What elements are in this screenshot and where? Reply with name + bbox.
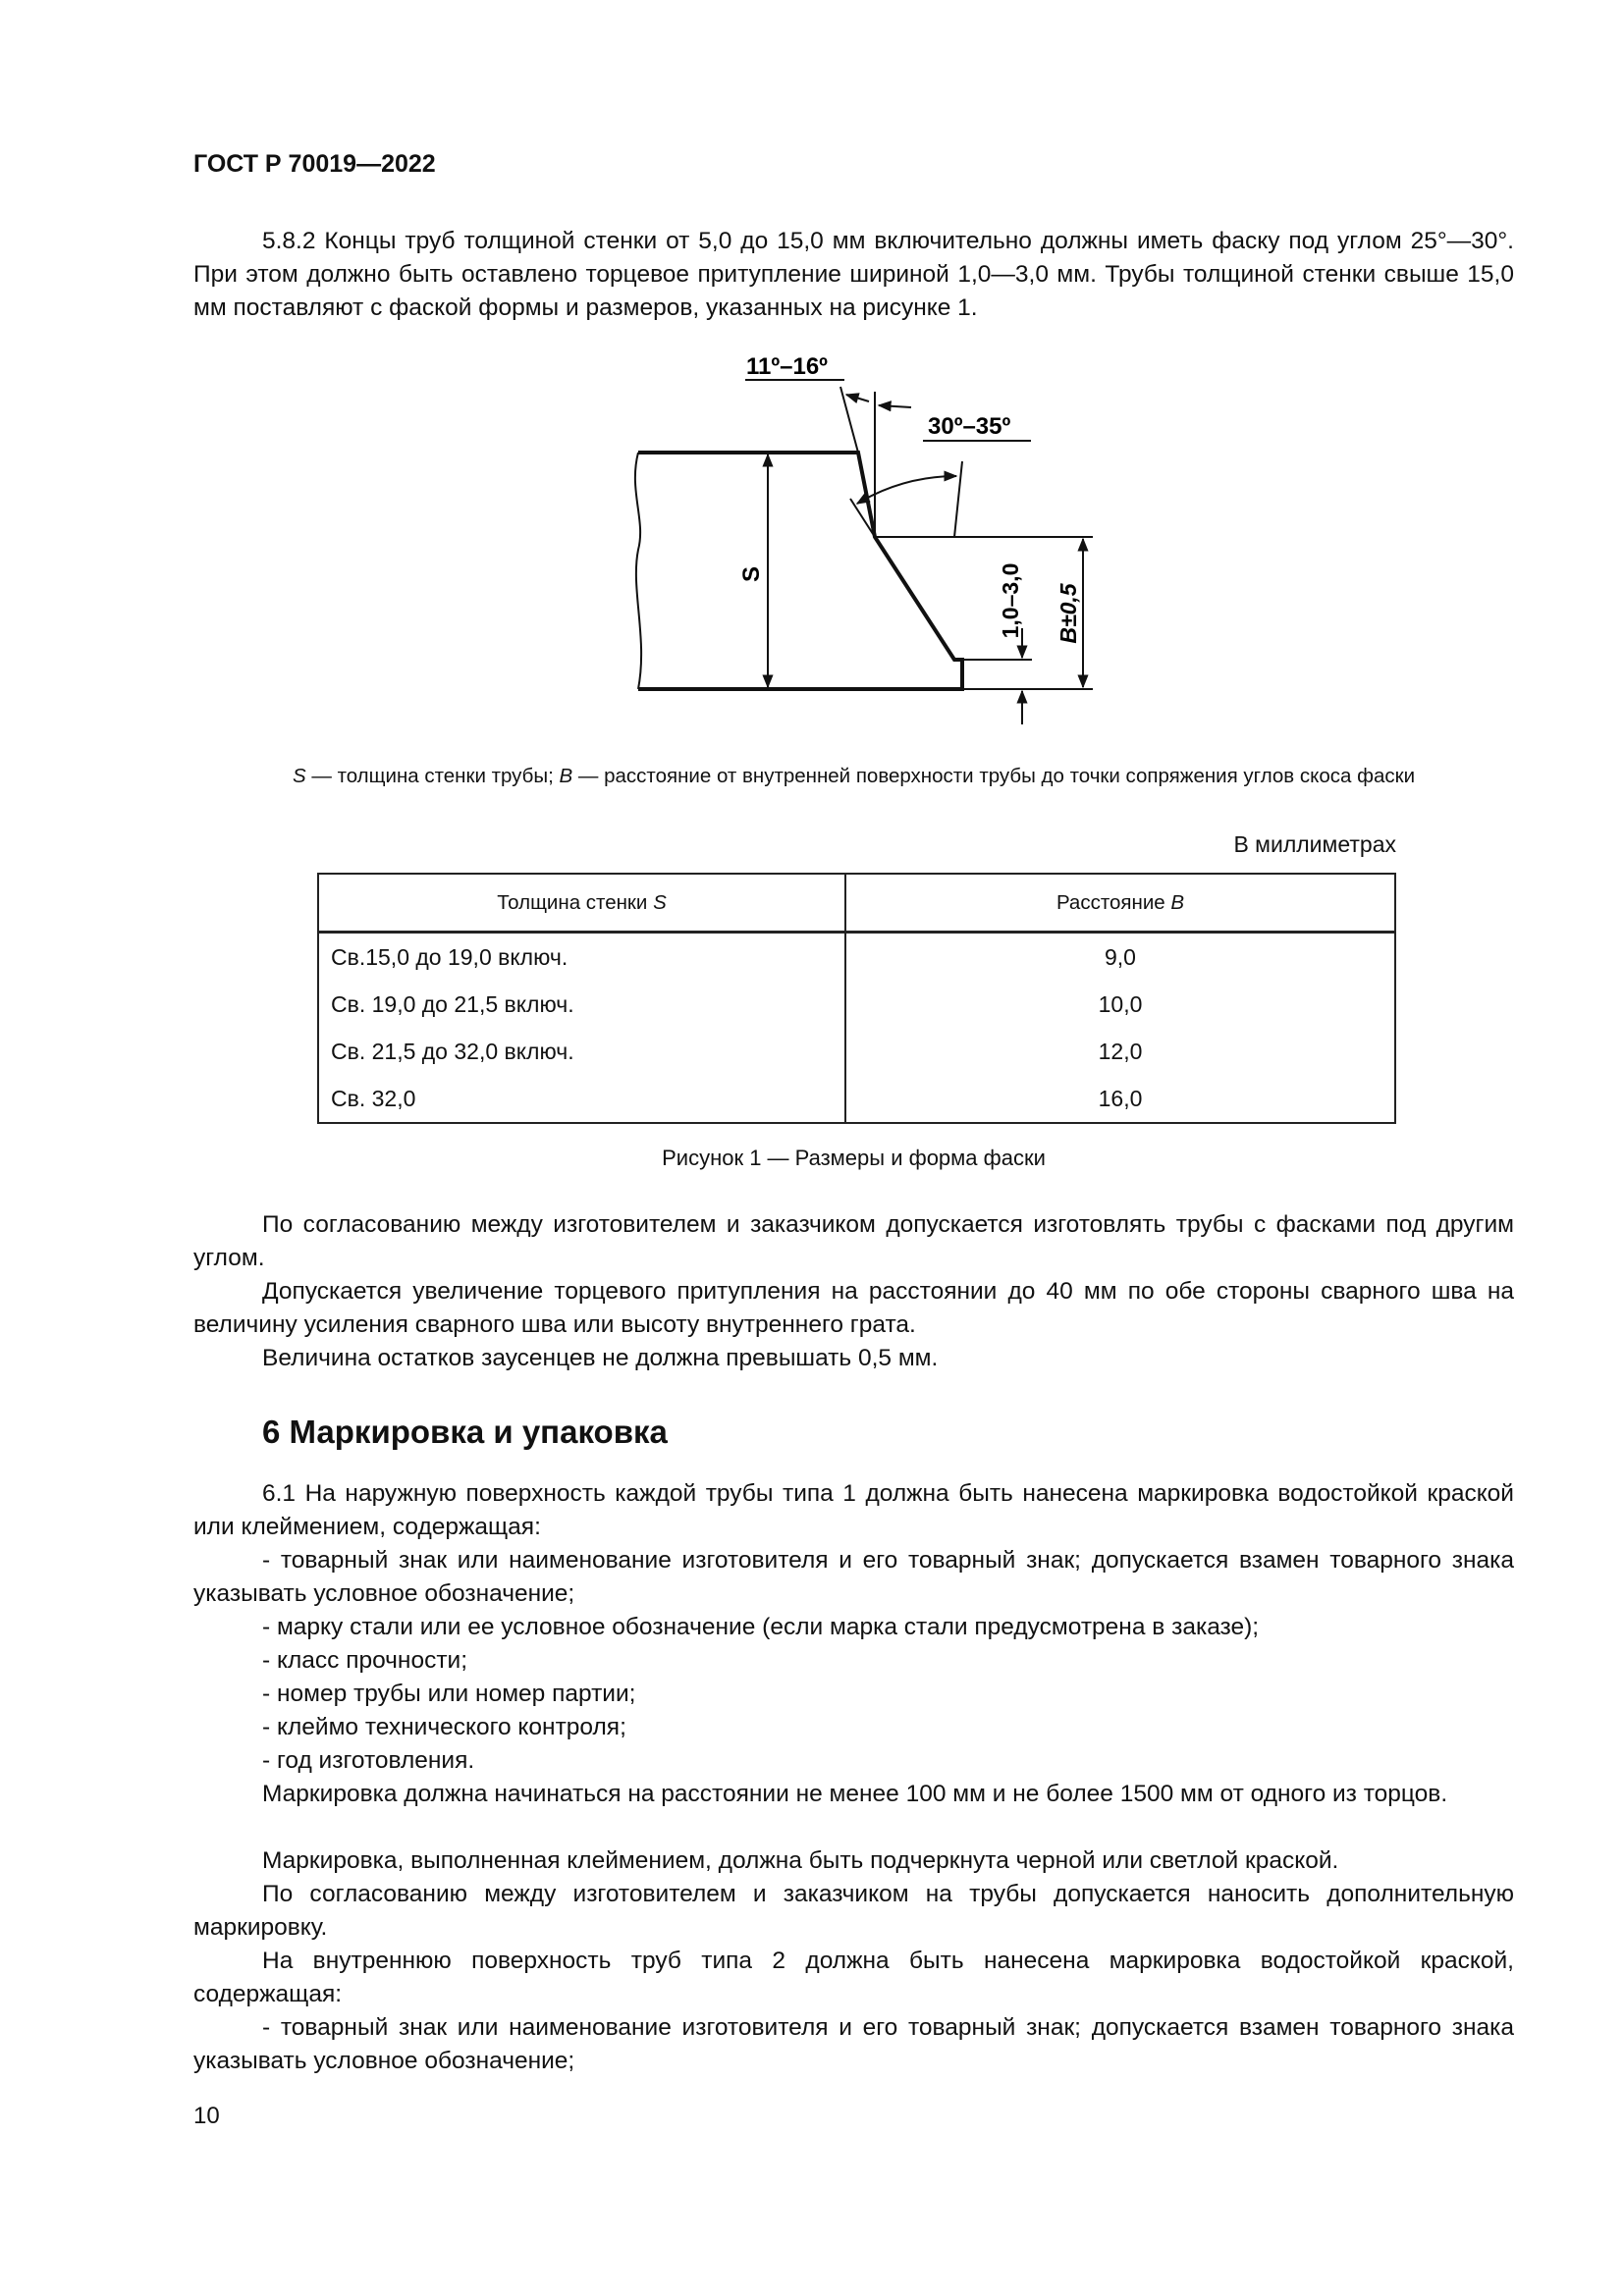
list-item: - клеймо технического контроля; <box>262 1714 626 1740</box>
angle2-label: 30º–35º <box>928 413 1011 440</box>
cell-wall-thickness: Св. 21,5 до 32,0 включ. <box>318 1028 845 1075</box>
paragraph-5-8-2: 5.8.2 Концы труб толщиной стенки от 5,0 до 15,0 мм включительно должны иметь фаску под углом 25°—30°. При этом должно быть оставлено торцевое притупление шириной 1,0—3,0 мм. Трубы толщиной стенки свыше 15,0 мм поставляют с фаской формы и размеров, указанных на рисунке 1. <box>193 228 1514 321</box>
paragraph-6-1: 6.1 На наружную поверхность каждой трубы типа 1 должна быть нанесена маркировка водостойкой краской или клеймением, содержащая: <box>193 1480 1514 1540</box>
table-header-row <box>318 874 1395 933</box>
list-item: - товарный знак или наименование изготовителя и его товарный знак; допускается взамен товарного знака указывать условное обозначение; <box>193 1547 1514 1607</box>
table-row <box>318 933 1395 982</box>
pipe-wall-outline <box>638 453 962 689</box>
cell-wall-thickness: Св. 19,0 до 21,5 включ. <box>318 981 845 1028</box>
paragraph-marking-start: Маркировка должна начинаться на расстоянии не менее 100 мм и не более 1500 мм от одного из торцов. <box>262 1781 1448 1807</box>
table-units: В миллиметрах <box>1233 831 1396 857</box>
figure-caption: Рисунок 1 — Размеры и форма фаски <box>662 1146 1046 1170</box>
page-number: 10 <box>193 2103 220 2129</box>
cell-distance: 10,0 <box>845 981 1395 1028</box>
paragraph-land-increase: Допускается увеличение торцевого притупления на расстоянии до 40 мм по обе стороны сварного шва на величину усиления сварного шва или высоту внутреннего грата. <box>193 1278 1514 1338</box>
figure-legend <box>193 765 1514 788</box>
legend-text-b: — расстояние от внутренней поверхности трубы до точки сопряжения углов скоса фаски <box>572 765 1416 787</box>
legend-b: B <box>559 765 573 787</box>
list-item: - марку стали или ее условное обозначение (если марка стали предусмотрена в заказе); <box>262 1614 1260 1640</box>
bevel-figure <box>589 344 1139 736</box>
dimension-b-label <box>1056 582 1081 643</box>
legend-text-s: — толщина стенки трубы; <box>305 765 560 787</box>
angle2-arc <box>857 476 956 504</box>
table-row <box>318 981 1395 1028</box>
pipe-break-line <box>635 453 641 689</box>
angle1-arrow-right <box>879 405 911 407</box>
cell-wall-thickness: Св.15,0 до 19,0 включ. <box>318 933 845 982</box>
section-6-title: 6 Маркировка и упаковка <box>262 1414 668 1450</box>
cell-distance: 16,0 <box>845 1075 1395 1123</box>
table-row <box>318 1028 1395 1075</box>
paragraph-extra-marking: По согласованию между изготовителем и заказчиком на трубы допускается наносить дополнительную маркировку. <box>193 1881 1514 1941</box>
legend-s: S <box>292 765 306 787</box>
bevel-distance-table <box>317 873 1396 1124</box>
paragraph-bevel-agreement: По согласованию между изготовителем и заказчиком допускается изготовлять трубы с фасками под другим углом. <box>193 1211 1514 1271</box>
cell-wall-thickness: Св. 32,0 <box>318 1075 845 1123</box>
cell-distance: 12,0 <box>845 1028 1395 1075</box>
svg-text:1,0–3,0: 1,0–3,0 <box>998 562 1023 639</box>
list-item: - класс прочности; <box>262 1647 468 1674</box>
angle2-ext-line <box>954 461 962 537</box>
svg-text:S: S <box>738 565 765 583</box>
dimension-s-label <box>738 566 765 582</box>
column-header-wall-thickness: Толщина стенки S <box>318 874 845 933</box>
paragraph-burr-limit: Величина остатков заусенцев не должна превышать 0,5 мм. <box>262 1345 939 1371</box>
list-item: - номер трубы или номер партии; <box>262 1681 636 1707</box>
dimension-land-label <box>998 563 1023 639</box>
paragraph-type2-marking: На внутреннюю поверхность труб типа 2 должна быть нанесена маркировка водостойкой краской, содержащая: <box>193 1948 1514 2007</box>
angle1-label: 11º–16º <box>746 353 828 380</box>
list-item: - год изготовления. <box>262 1747 475 1774</box>
document-header: ГОСТ Р 70019—2022 <box>193 150 436 178</box>
list-item: - товарный знак или наименование изготовителя и его товарный знак; допускается взамен товарного знака указывать условное обозначение; <box>193 2014 1514 2074</box>
column-header-distance: Расстояние B <box>845 874 1395 933</box>
table-row <box>318 1075 1395 1123</box>
cell-distance: 9,0 <box>845 933 1395 982</box>
svg-text:B±0,5: B±0,5 <box>1056 583 1081 644</box>
paragraph-stamp-underline: Маркировка, выполненная клеймением, должна быть подчеркнута черной или светлой краской. <box>262 1847 1339 1874</box>
angle1-arrow-left <box>846 395 869 401</box>
